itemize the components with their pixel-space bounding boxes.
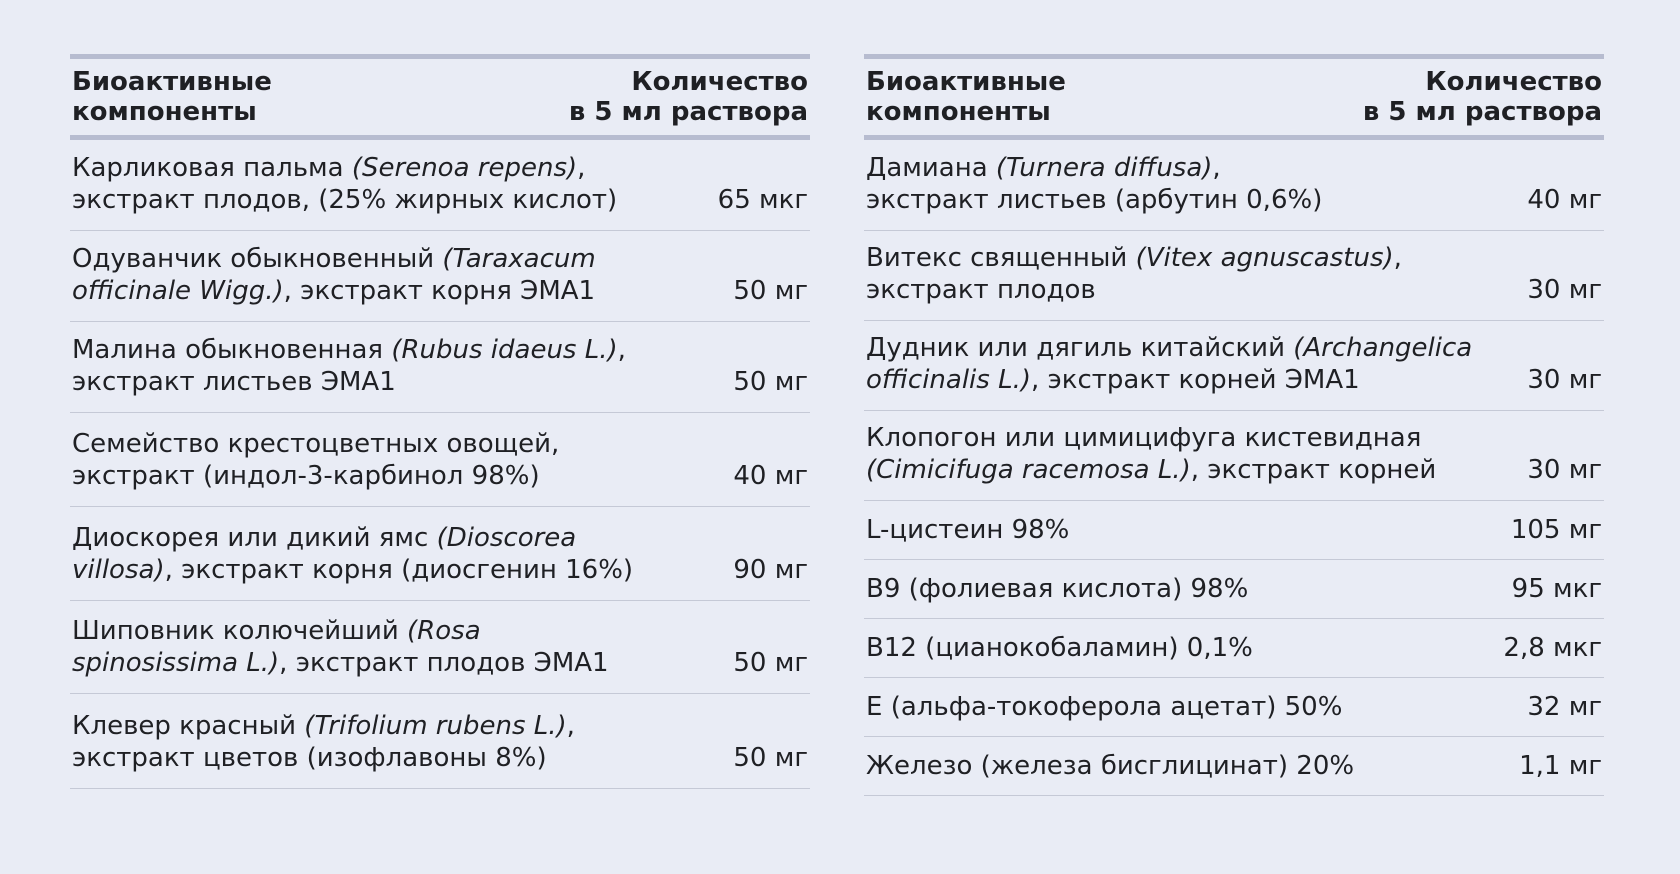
table-row [70, 140, 810, 231]
ingredient-amount: 30 мг [1527, 365, 1602, 395]
ingredient-amount: 40 мг [1527, 185, 1602, 215]
header-text: Количество [1425, 67, 1602, 97]
column-header-components [72, 67, 272, 127]
header-text: Биоактивные [72, 67, 272, 97]
table-row [70, 322, 810, 413]
table-row [864, 501, 1604, 560]
ingredient-amount: 50 мг [733, 367, 808, 397]
ingredient-amount: 40 мг [733, 461, 808, 491]
ingredient-amount: 50 мг [733, 276, 808, 306]
table-header [70, 54, 810, 140]
ingredient-amount: 95 мкг [1511, 574, 1602, 604]
table-row [864, 411, 1604, 501]
ingredient-name: Витекс священный (Vitex agnuscastus), экстракт плодов [866, 243, 1402, 305]
ingredient-amount: 2,8 мкг [1503, 633, 1602, 663]
ingredient-amount: 32 мг [1527, 692, 1602, 722]
ingredient-amount: 105 мг [1510, 515, 1602, 545]
column-header-components [866, 67, 1066, 127]
ingredients-table-left [70, 54, 810, 789]
column-header-amount [1363, 67, 1602, 127]
ingredient-name: B9 (фолиевая кислота) 98% [866, 574, 1249, 604]
table-row [864, 619, 1604, 678]
column-header-amount [569, 67, 808, 127]
header-text: Биоактивные [866, 67, 1066, 97]
table-row [70, 601, 810, 694]
ingredient-name: Клопогон или цимицифуга кистевидная (Cimicifuga racemosa L.), экстракт корней [866, 423, 1437, 485]
ingredient-name: B12 (цианокобаламин) 0,1% [866, 633, 1253, 663]
ingredients-table-right [864, 54, 1604, 796]
ingredient-amount: 90 мг [733, 555, 808, 585]
ingredient-amount: 65 мкг [717, 185, 808, 215]
ingredient-amount: 30 мг [1527, 275, 1602, 305]
ingredient-name: Шиповник колючейший (Rosa spinosissima L.), экстракт плодов ЭМА1 [72, 616, 609, 678]
table-row [70, 694, 810, 789]
table-row [70, 413, 810, 507]
table-row [864, 321, 1604, 411]
ingredient-amount: 50 мг [733, 743, 808, 773]
ingredient-name: E (альфа-токоферола ацетат) 50% [866, 692, 1343, 722]
header-text: в 5 мл раствора [568, 97, 808, 127]
ingredient-name: Дамиана (Turnera diffusa), экстракт листьев (арбутин 0,6%) [866, 153, 1323, 215]
table-row [70, 231, 810, 322]
ingredient-name: L-цистеин 98% [866, 515, 1070, 545]
ingredient-name: Одуванчик обыкновенный (Taraxacum officinale Wigg.), экстракт корня ЭМА1 [72, 244, 596, 306]
header-text: компоненты [72, 97, 257, 127]
ingredient-amount: 1,1 мг [1519, 751, 1602, 781]
ingredient-name: Семейство крестоцветных овощей, экстракт (индол-3-карбинол 98%) [72, 429, 560, 491]
ingredient-name: Железо (железа бисглицинат) 20% [866, 751, 1355, 781]
ingredient-name: Диоскорея или дикий ямс (Dioscorea villosa), экстракт корня (диосгенин 16%) [72, 523, 634, 585]
table-header [864, 54, 1604, 140]
table-row [864, 140, 1604, 231]
ingredient-amount: 50 мг [733, 648, 808, 678]
table-row [70, 507, 810, 601]
table-row [864, 560, 1604, 619]
ingredient-amount: 30 мг [1527, 455, 1602, 485]
ingredient-name: Карликовая пальма (Serenoa repens), экстракт плодов, (25% жирных кислот) [72, 153, 618, 215]
table-row [864, 678, 1604, 737]
table-row [864, 231, 1604, 321]
header-text: Количество [631, 67, 808, 97]
header-text: компоненты [866, 97, 1051, 127]
header-text: в 5 мл раствора [1362, 97, 1602, 127]
table-row [864, 737, 1604, 796]
ingredient-name: Малина обыкновенная (Rubus idaeus L.), экстракт листьев ЭМА1 [72, 335, 626, 397]
ingredient-name: Дудник или дягиль китайский (Archangelica officinalis L.), экстракт корней ЭМА1 [866, 333, 1473, 395]
ingredient-name: Клевер красный (Trifolium rubens L.), экстракт цветов (изофлавоны 8%) [72, 711, 575, 773]
